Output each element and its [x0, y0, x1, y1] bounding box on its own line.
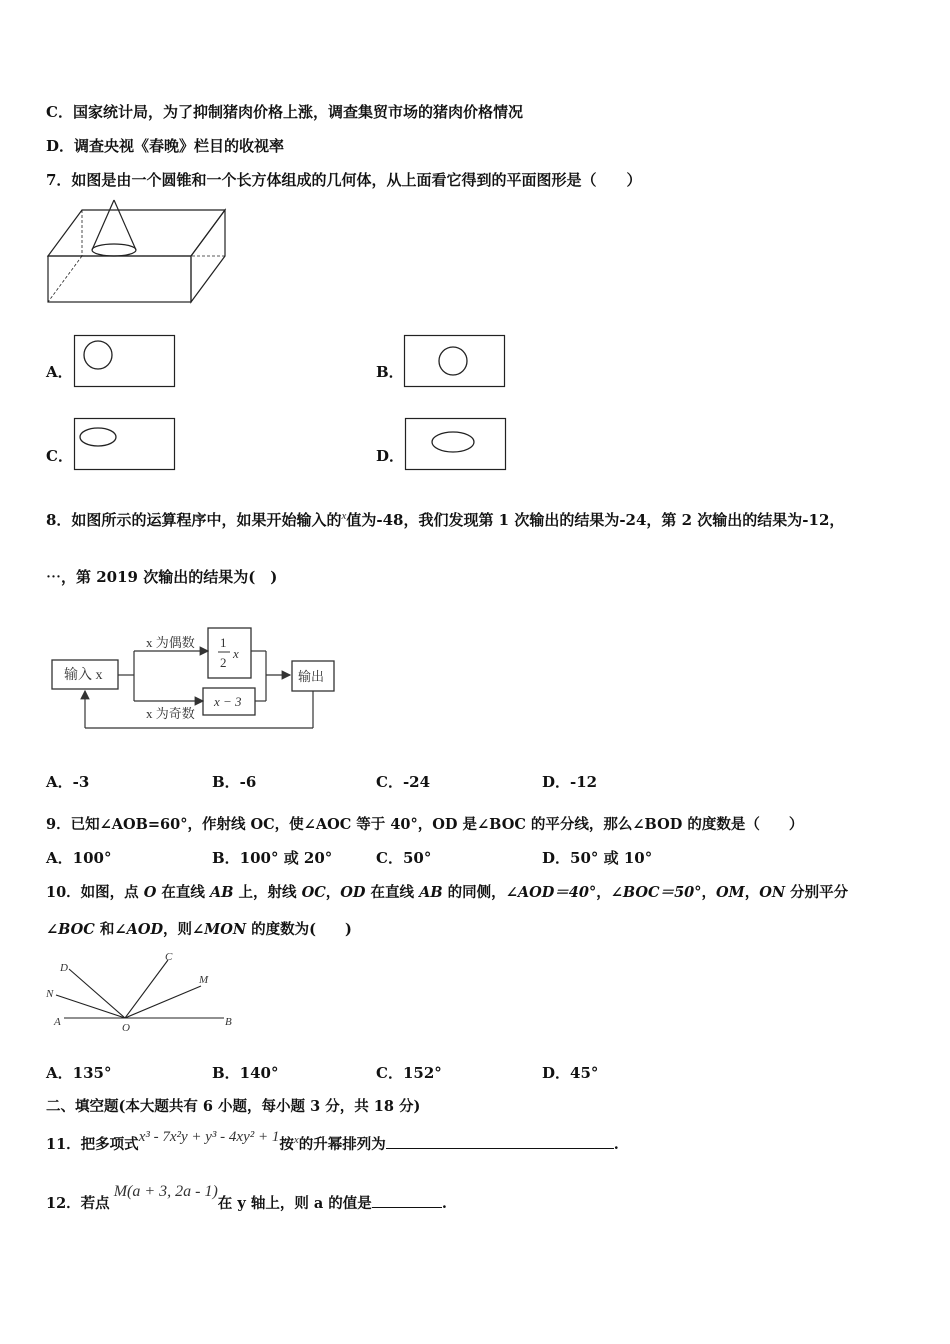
label-m: M: [199, 974, 209, 986]
q10-angle-boc: ∠BOC＝50°: [610, 884, 702, 901]
q9-option-c: C．50°: [376, 849, 432, 867]
flow-even-label: x 为偶数: [146, 635, 195, 650]
q10-angle-boc-ref: ∠BOC: [46, 921, 95, 938]
q10-text: 10．如图，点: [46, 884, 144, 901]
q10-var-on: ON: [759, 884, 786, 901]
flow-input-text: 输入 x: [64, 668, 103, 683]
q10-text: 的度数为( ): [246, 921, 352, 938]
q8-flowchart: [50, 625, 340, 735]
q10-angle-mon: ∠MON: [192, 921, 247, 938]
q10-var-ab: AB: [419, 884, 443, 901]
q6-option-d: D．调查央视《春晚》栏目的收视率: [46, 137, 285, 155]
q7-geometry-figure: [44, 200, 229, 305]
flow-half-var: x: [233, 646, 239, 661]
q8-stem-var: x: [341, 510, 347, 522]
q10-option-b: B．140°: [212, 1064, 279, 1082]
q7-option-d-figure: [405, 418, 507, 471]
q12-prefix: 12．若点: [46, 1195, 110, 1212]
q8-stem-part-b: 值为-48，我们发现第 1 次输出的结果为-24，第 2 次输出的结果为-12，: [346, 511, 845, 529]
flow-odd-label: x 为奇数: [146, 706, 195, 721]
q12-answer-blank[interactable]: [372, 1193, 442, 1208]
q11-answer-blank[interactable]: [386, 1134, 614, 1149]
q10-angle-aod-ref: ∠AOD: [114, 921, 164, 938]
q12-end: .: [441, 1195, 447, 1212]
q10-text: ，: [744, 884, 760, 901]
q10-angle-aod: ∠AOD＝40°: [505, 884, 597, 901]
flow-half-num: 1: [220, 635, 227, 650]
flow-output-text: 输出: [298, 669, 325, 684]
q11-prefix: 11．把多项式: [46, 1135, 139, 1153]
q8-stem-line1: [46, 506, 844, 530]
q11-mid: 按: [279, 1135, 294, 1153]
q10-text: 在直线: [156, 884, 210, 901]
flow-minus3-text: x − 3: [214, 694, 242, 709]
q10-var-o: O: [143, 884, 157, 901]
label-d: D: [60, 962, 68, 974]
q12-suffix: 在 y 轴上，则 a 的值是: [217, 1195, 372, 1212]
label-n: N: [46, 988, 54, 1000]
q11-end: .: [613, 1135, 619, 1153]
q10-text: ，则: [163, 921, 193, 938]
q10-option-a: A．135°: [46, 1064, 112, 1082]
q7-option-c-label: C．: [46, 447, 73, 465]
q10-option-d: D．45°: [542, 1064, 599, 1082]
q6-option-c: C．国家统计局，为了抑制猪肉价格上涨，调查集贸市场的猪肉价格情况: [46, 103, 523, 121]
q8-stem-part-a: 8．如图所示的运算程序中，如果开始输入的: [46, 511, 342, 529]
q10-text: 的同侧，: [442, 884, 506, 901]
q10-angle-figure: [44, 948, 239, 1034]
q7-stem: 7．如图是由一个圆锥和一个长方体组成的几何体，从上面看它得到的平面图形是（ ）: [46, 171, 642, 189]
label-o: O: [122, 1022, 130, 1034]
q8-option-b: B．-6: [212, 773, 257, 791]
label-a: A: [54, 1016, 61, 1028]
q8-option-d: D．-12: [542, 773, 598, 791]
q9-option-b: B．100° 或 20°: [212, 849, 333, 867]
q10-stem-line2: [46, 920, 352, 940]
q9-option-d: D．50° 或 10°: [542, 849, 653, 867]
q11-polynomial: x³ - 7x²y + y³ - 4xy² + 1: [138, 1128, 280, 1145]
q10-text: ，: [701, 884, 717, 901]
q10-text: 分别平分: [785, 884, 849, 901]
label-b: B: [225, 1016, 232, 1028]
q10-var-oc: OC: [301, 884, 326, 901]
q8-stem-line2: ⋯，第 2019 次输出的结果为( ): [46, 568, 278, 586]
q8-option-c: C．-24: [376, 773, 431, 791]
q7-option-a-label: A．: [46, 363, 73, 381]
q11-suffix: 的升幂排列为: [298, 1135, 386, 1153]
section2-title: 二、填空题(本大题共有 6 小题，每小题 3 分，共 18 分): [46, 1098, 421, 1115]
q10-var-od: OD: [340, 884, 366, 901]
q10-text: 和: [94, 921, 115, 938]
flow-half-box: [208, 628, 251, 678]
q11-line: [46, 1130, 619, 1155]
q10-var-om: OM: [716, 884, 745, 901]
flow-half-den: 2: [220, 655, 227, 670]
q10-stem-line1: [46, 883, 848, 903]
q10-text: 上，射线: [233, 884, 302, 901]
q7-option-b-figure: [404, 335, 506, 388]
q7-option-c-figure: [74, 418, 176, 471]
q9-stem: 9．已知∠AOB=60°，作射线 OC，使∠AOC 等于 40°，OD 是∠BOC 的平分线，那么∠BOD 的度数是（ ）: [46, 816, 804, 833]
q7-option-d-label: D．: [376, 447, 405, 465]
q9-option-a: A．100°: [46, 849, 112, 867]
q10-text: ，: [325, 884, 341, 901]
q10-var-ab: AB: [209, 884, 234, 901]
q10-text: 在直线: [365, 884, 420, 901]
q7-option-b-label: B．: [376, 363, 404, 381]
q12-line: [46, 1183, 447, 1214]
q12-point: M(a + 3, 2a - 1): [113, 1183, 218, 1200]
q8-option-a: A．-3: [46, 773, 90, 791]
q11-var: x: [293, 1134, 299, 1146]
q10-option-c: C．152°: [376, 1064, 442, 1082]
q10-text: ，: [596, 884, 611, 901]
label-c: C: [165, 951, 173, 963]
q7-option-a-figure: [74, 335, 176, 388]
